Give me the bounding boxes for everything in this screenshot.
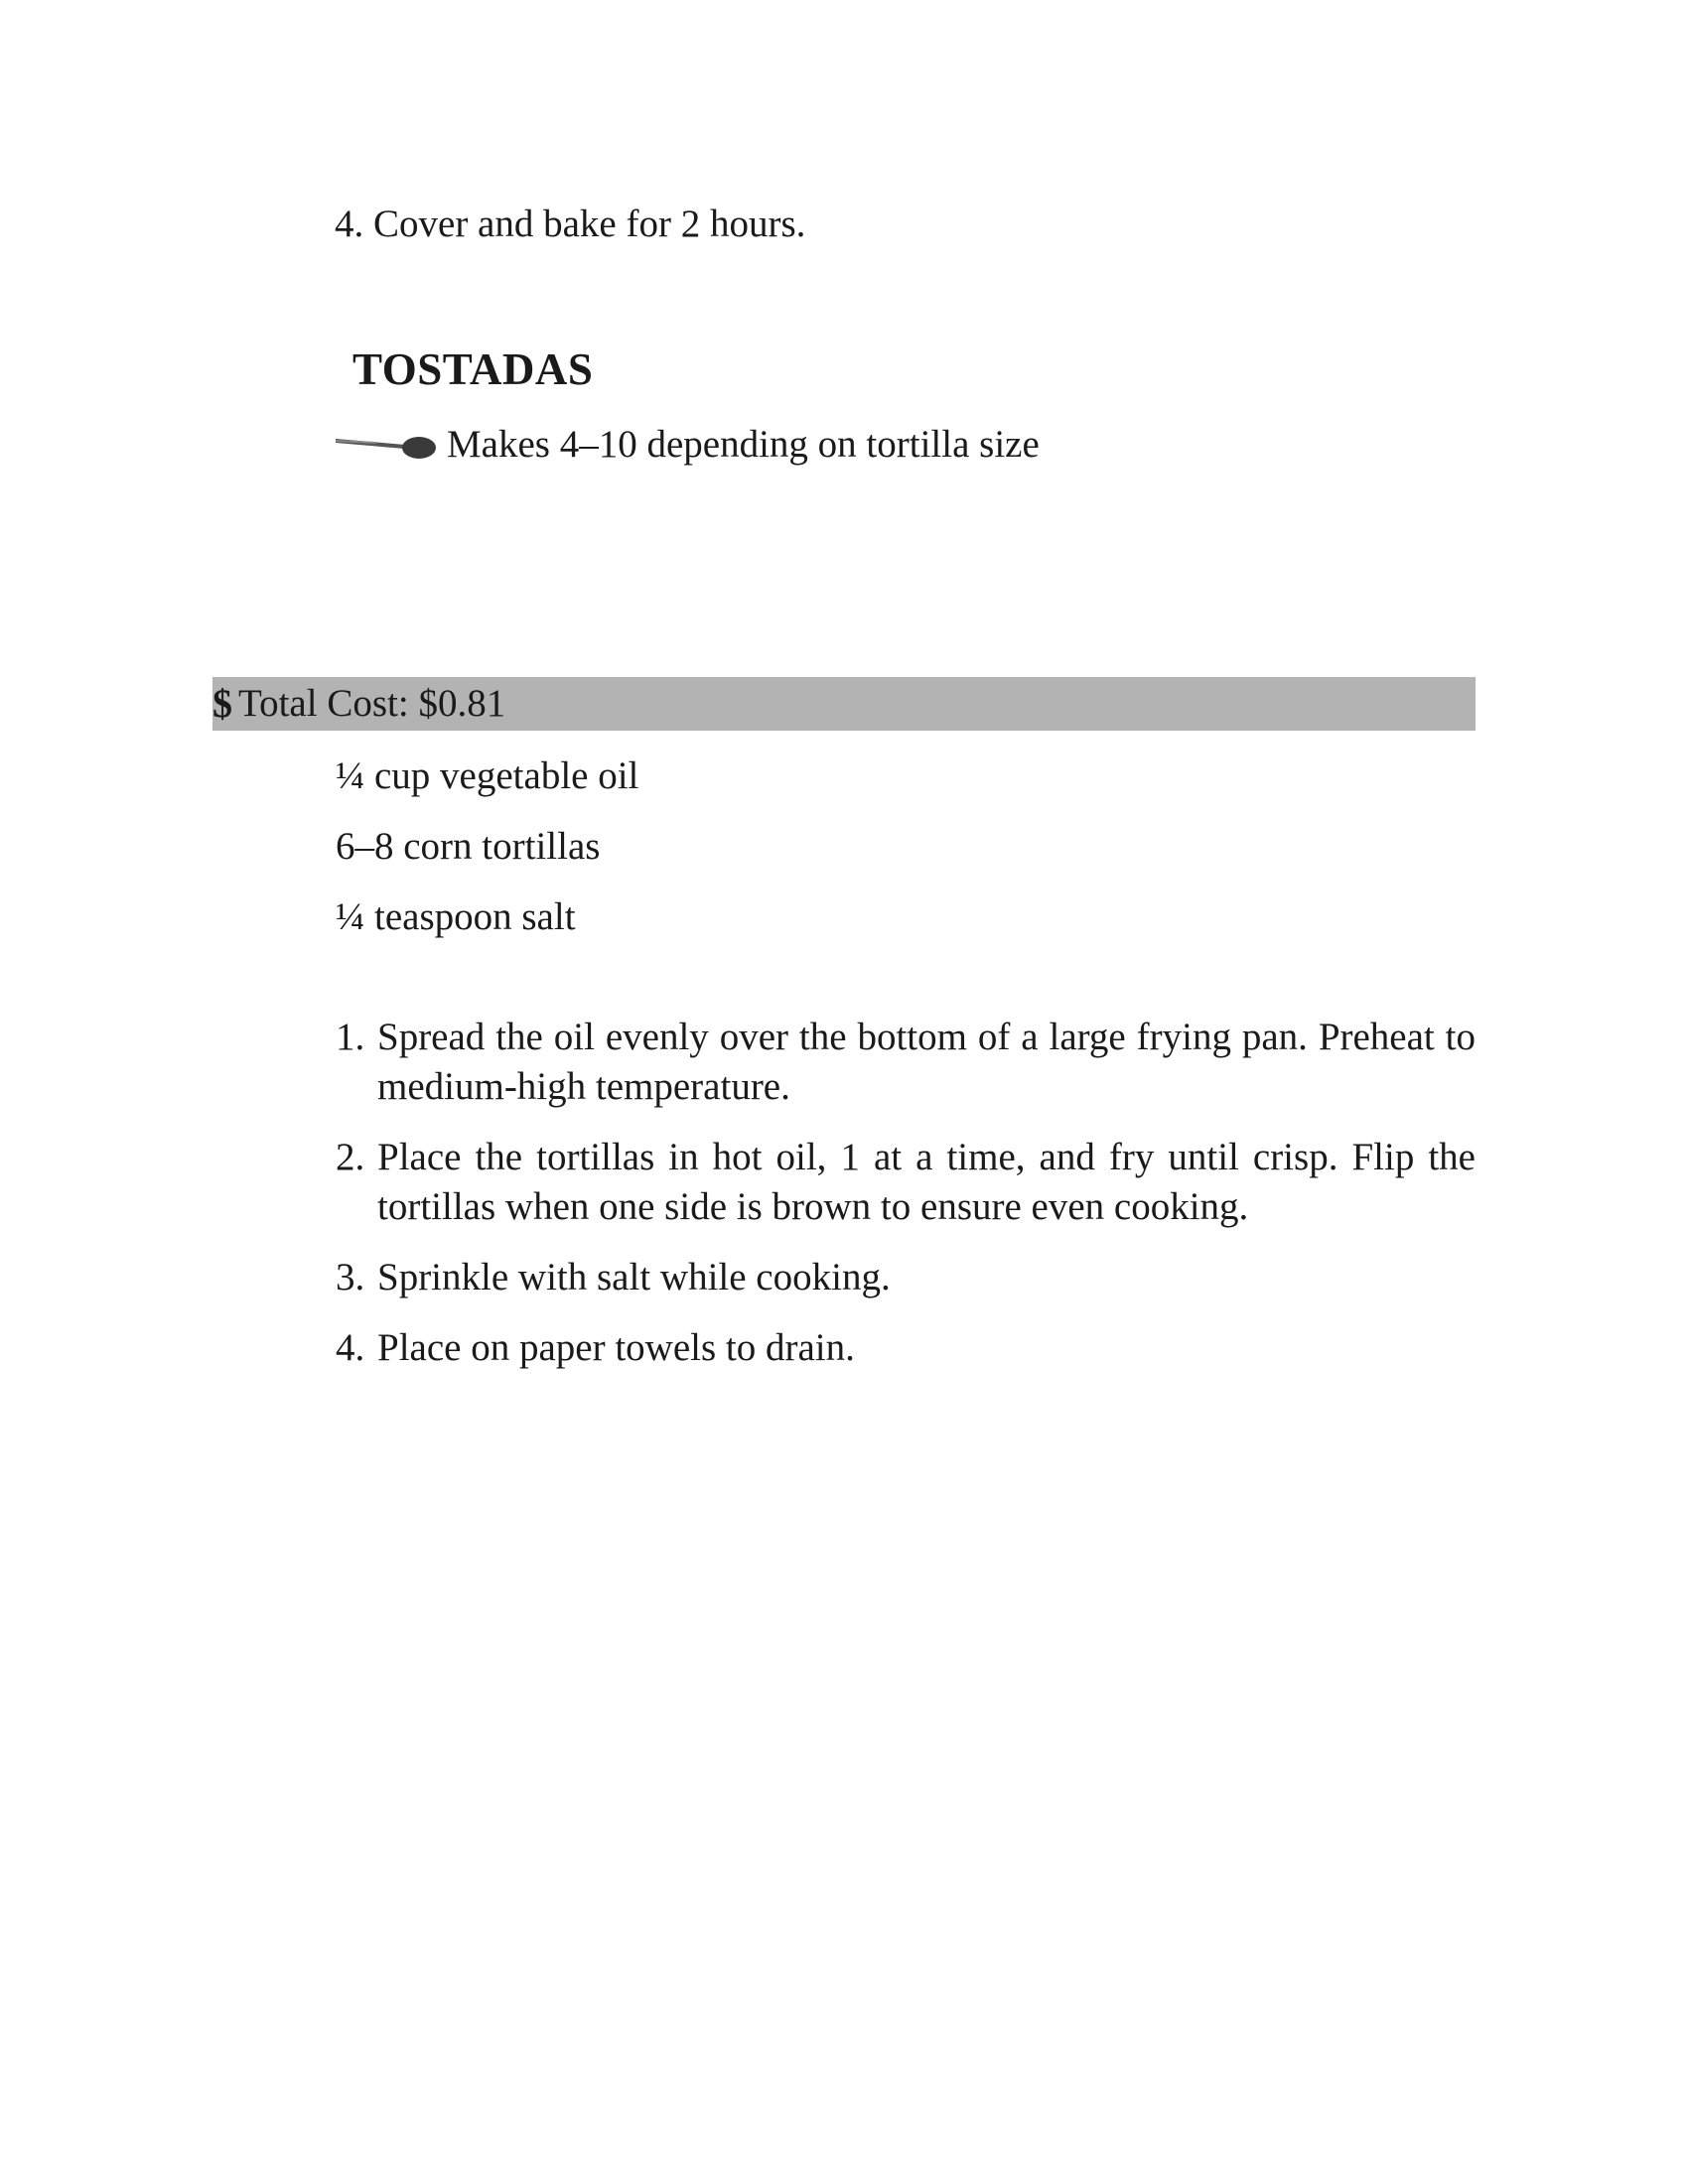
ingredient-item: ¼ cup vegetable oil	[336, 754, 639, 797]
step-text: Place the tortillas in hot oil, 1 at a time, and fry until crisp. Flip the tortillas when one side is brown to ensure even cooking.	[377, 1136, 1476, 1228]
ingredient-item: 6–8 corn tortillas	[336, 825, 601, 868]
instruction-step	[336, 1013, 1476, 1112]
step-text: Sprinkle with salt while cooking.	[377, 1256, 891, 1298]
step-number: 1.	[336, 1016, 365, 1058]
instruction-step	[336, 1133, 1476, 1232]
recipe-yield	[336, 417, 1040, 473]
instruction-step	[336, 1253, 1476, 1302]
previous-step-text: Cover and bake for 2 hours.	[373, 203, 806, 245]
previous-step-number: 4.	[335, 203, 364, 245]
cost-bar	[212, 677, 1476, 731]
total-cost: Total Cost: $0.81	[238, 682, 506, 725]
spoon-icon	[336, 427, 439, 463]
step-text: Place on paper towels to drain.	[377, 1326, 855, 1369]
step-number: 3.	[336, 1256, 365, 1298]
step-number: 4.	[336, 1326, 365, 1369]
ingredient-list	[336, 751, 638, 962]
dollar-sign-icon: $	[212, 681, 232, 726]
previous-recipe-last-step	[335, 199, 805, 250]
step-number: 2.	[336, 1136, 365, 1178]
yield-text: Makes 4–10 depending on tortilla size	[447, 423, 1040, 466]
ingredient-item: ¼ teaspoon salt	[336, 895, 576, 938]
instruction-list	[336, 1013, 1476, 1394]
recipe-title: TOSTADAS	[352, 344, 594, 394]
instruction-step	[336, 1323, 1476, 1373]
step-text: Spread the oil evenly over the bottom of a large frying pan. Preheat to medium-high temperature.	[377, 1016, 1476, 1108]
